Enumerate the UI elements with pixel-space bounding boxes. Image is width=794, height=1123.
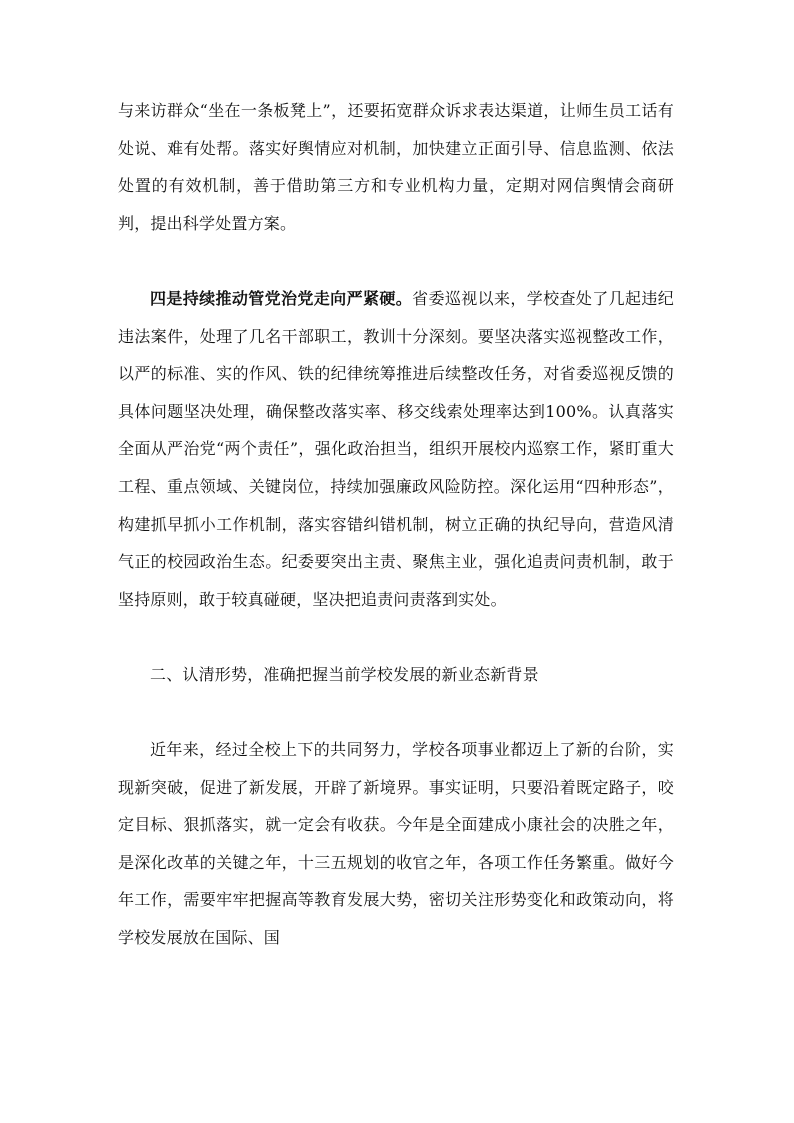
paragraph-situation: 近年来，经过全校上下的共同努力，学校各项事业都迈上了新的台阶，实现新突破，促进了新发展，开辟了新境界。事实证明，只要沿着既定路子，咬定目标、狠抓落实，就一定会有收获。今年是全面建成小康社会的决胜之年，是深化改革的关键之年，十三五规划的收官之年，各项工作任务繁重。做好今年工作，需要牢牢把握高等教育发展大势，密切关注形势变化和政策动向，将学校发展放在国际、国 [118, 740, 674, 948]
document-body [118, 92, 674, 957]
paragraph-body: 省委巡视以来，学校查处了几起违纪违法案件，处理了几名干部职工，教训十分深刻。要坚决落实巡视整改工作，以严的标准、实的作风、铁的纪律统筹推进后续整改任务，对省委巡视反馈的具体问题坚决处理，确保整改落实率、移交线索处理率达到100%。认真落实全面从严治党“两个责任”，强化政治担当，组织开展校内巡察工作，紧盯重大工程、重点领域、关键岗位，持续加强廉政风险防控。深化运用“四种形态”，构建抓早抓小工作机制，落实容错纠错机制，树立正确的执纪导向，营造风清气正的校园政治生态。纪委要突出主责、聚焦主业，强化追责问责机制，敢于坚持原则，敢于较真碰硬，坚决把追责问责落到实处。 [118, 288, 675, 609]
paragraph-continuation: 与来访群众“坐在一条板凳上”，还要拓宽群众诉求表达渠道，让师生员工话有处说、难有处帮。落实好舆情应对机制，加快建立正面引导、信息监测、依法处置的有效机制，善于借助第三方和专业机构力量，定期对网信舆情会商研判，提出科学处置方案。 [118, 101, 674, 233]
paragraph-lead-bold: 四是持续推动管党治党走向严紧硬。 [150, 288, 413, 308]
paragraph-section-four [118, 280, 674, 618]
section-heading: 二、认清形势，准确把握当前学校发展的新业态新背景 [150, 664, 539, 684]
